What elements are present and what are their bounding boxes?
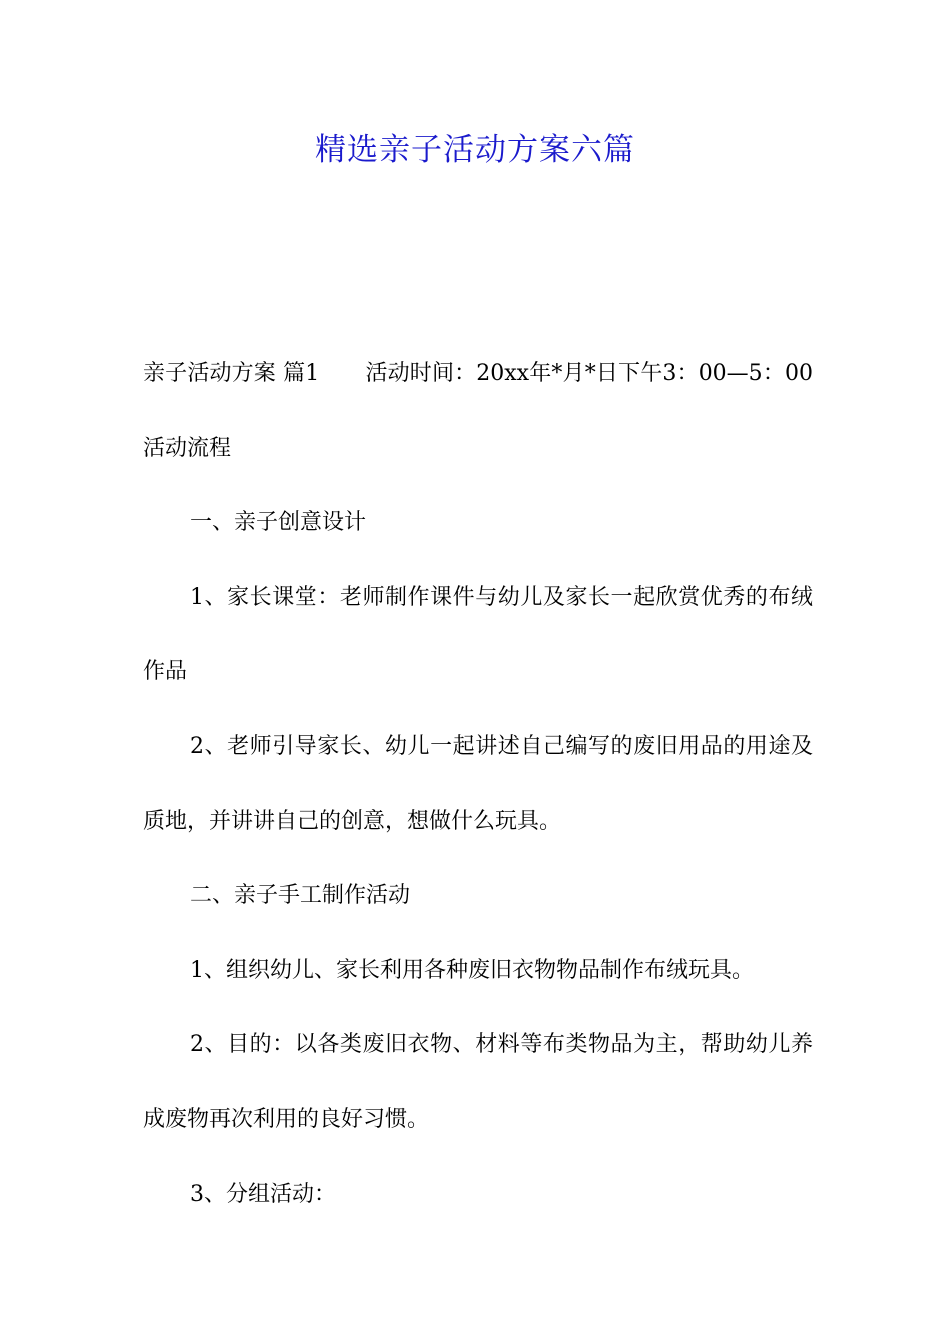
paragraph-section-heading bbox=[143, 337, 813, 486]
document-title: 精选亲子活动方案六篇 bbox=[315, 132, 635, 168]
paragraph: 2、老师引导家长、幼儿一起讲述自己编写的废旧用品的用途及质地，并讲讲自己的创意，想做什么玩具。 bbox=[143, 733, 813, 834]
paragraph: 2、目的：以各类废旧衣物、材料等布类物品为主，帮助幼儿养成废物再次利用的良好习惯。 bbox=[143, 1032, 813, 1132]
paragraph: 3、分组活动： bbox=[190, 1181, 336, 1207]
paragraph: 二、亲子手工制作活动 bbox=[190, 883, 411, 909]
paragraph: 一、亲子创意设计 bbox=[190, 510, 367, 536]
section-label: 亲子活动方案 篇1 bbox=[143, 361, 320, 386]
paragraph: 1、组织幼儿、家长利用各种废旧衣物物品制作布绒玩具。 bbox=[190, 957, 754, 983]
paragraph-text: 活动时间：20xx年*月*日下午3：00—5：00 活动流程 bbox=[143, 361, 813, 461]
document-body bbox=[143, 337, 813, 1232]
paragraph: 1、家长课堂：老师制作课件与幼儿及家长一起欣赏优秀的布绒作品 bbox=[143, 584, 813, 685]
